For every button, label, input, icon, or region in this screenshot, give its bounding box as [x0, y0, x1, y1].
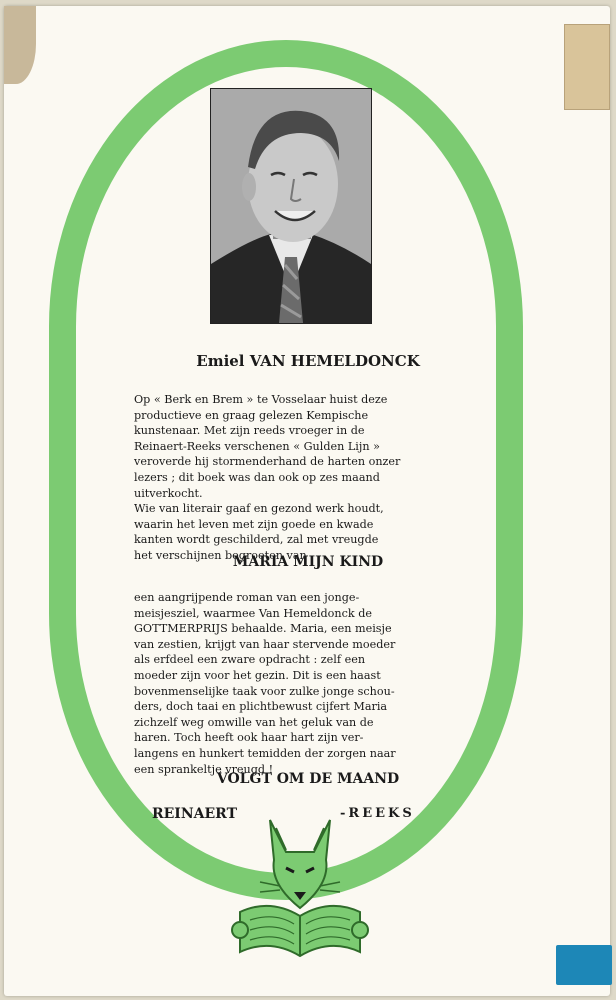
tape-strip: [564, 24, 610, 110]
text-line: lezers ; dit boek was dan ook op zes maand: [134, 470, 380, 484]
book-title: MARIA MIJN KIND: [232, 554, 384, 570]
text-line: Wie van literair gaaf en gezond werk houdt,: [134, 502, 384, 516]
series-name-left: REINAERT: [152, 806, 237, 822]
author-name: Emiel VAN HEMELDONCK: [196, 352, 420, 370]
text-line: Reinaert-Reeks verschenen « Gulden Lijn »: [134, 439, 380, 453]
text-line: haren. Toch heeft ook haar hart zijn ver-: [134, 731, 364, 745]
text-line: kunstenaar. Met zijn reeds vroeger in de: [134, 424, 365, 438]
follow-line: VOLGT OM DE MAAND: [216, 771, 400, 787]
text-line: waarin het leven met zijn goede en kwade: [134, 517, 374, 531]
worn-corner: [4, 6, 36, 84]
text-line: kanten wordt geschilderd, zal met vreugde: [134, 533, 379, 547]
text-line: moeder zijn voor het gezin. Dit is een haast: [134, 668, 381, 682]
text-line: van zestien, krijgt van haar stervende moeder: [134, 637, 396, 651]
text-line: een aangrijpende roman van een jonge-: [134, 591, 360, 604]
book-summary-text: [134, 590, 488, 777]
text-line: veroverde hij stormenderhand de harten onzer: [134, 455, 401, 469]
author-portrait-photo: [210, 88, 372, 324]
text-line: Op « Berk en Brem » te Vosselaar huist deze: [134, 393, 388, 406]
text-line: zichzelf weg omwille van het geluk van de: [134, 715, 374, 729]
text-line: een sprankeltje vreugd !: [134, 762, 274, 776]
text-line: het verschijnen begroeten van: [134, 548, 307, 562]
fox-reading-book-logo-icon: [230, 812, 370, 962]
text-line: meisjesziel, waarmee Van Hemeldonck de: [134, 606, 372, 620]
author-intro-text: [134, 392, 488, 564]
series-name-right: -REEKS: [340, 806, 415, 821]
text-line: bovenmenselijke taak voor zulke jonge schou-: [134, 684, 395, 698]
text-line: productieve en graag gelezen Kempische: [134, 408, 369, 422]
text-line: ders, doch taai en plichtbewust cijfert Maria: [134, 700, 388, 714]
text-line: langens en hunkert temidden der zorgen naar: [134, 746, 396, 760]
store-watermark-logo: [556, 945, 612, 985]
text-line: als erfdeel een zware opdracht : zelf een: [134, 653, 366, 667]
text-line: uitverkocht.: [134, 486, 203, 500]
text-line: GOTTMERPRIJS behaalde. Maria, een meisje: [134, 622, 392, 636]
